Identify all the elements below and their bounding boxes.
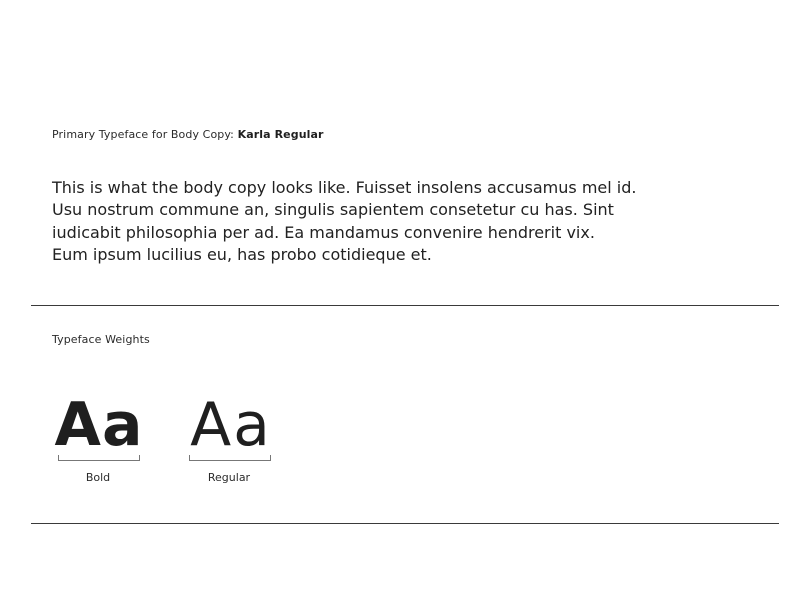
bold-glyphs: Aa — [54, 390, 144, 460]
bold-caption: Bold — [85, 471, 111, 484]
primary-typeface-label-text: Primary Typeface for Body Copy: — [52, 128, 238, 141]
regular-caption: Regular — [207, 471, 251, 484]
primary-typeface-label — [52, 128, 324, 141]
regular-glyphs: Aa — [190, 390, 272, 460]
section-divider — [31, 523, 779, 524]
regular-bracket — [189, 455, 271, 461]
primary-typeface-name: Karla Regular — [237, 128, 324, 141]
regular-weight-sample — [176, 390, 286, 460]
body-copy-sample — [52, 177, 692, 266]
typeface-weights-label: Typeface Weights — [52, 333, 150, 346]
bold-weight-sample — [44, 390, 154, 460]
bold-bracket — [58, 455, 140, 461]
body-copy-line: This is what the body copy looks like. Fuisset insolens accusamus mel id. — [52, 178, 637, 197]
body-copy-line: Usu nostrum commune an, singulis sapientem consetetur cu has. Sint — [52, 200, 614, 220]
body-copy-line: Eum ipsum lucilius eu, has probo cotidieque et. — [52, 244, 432, 264]
section-divider — [31, 305, 779, 306]
body-copy-line: iudicabit philosophia per ad. Ea mandamus convenire hendrerit vix. — [52, 222, 595, 242]
